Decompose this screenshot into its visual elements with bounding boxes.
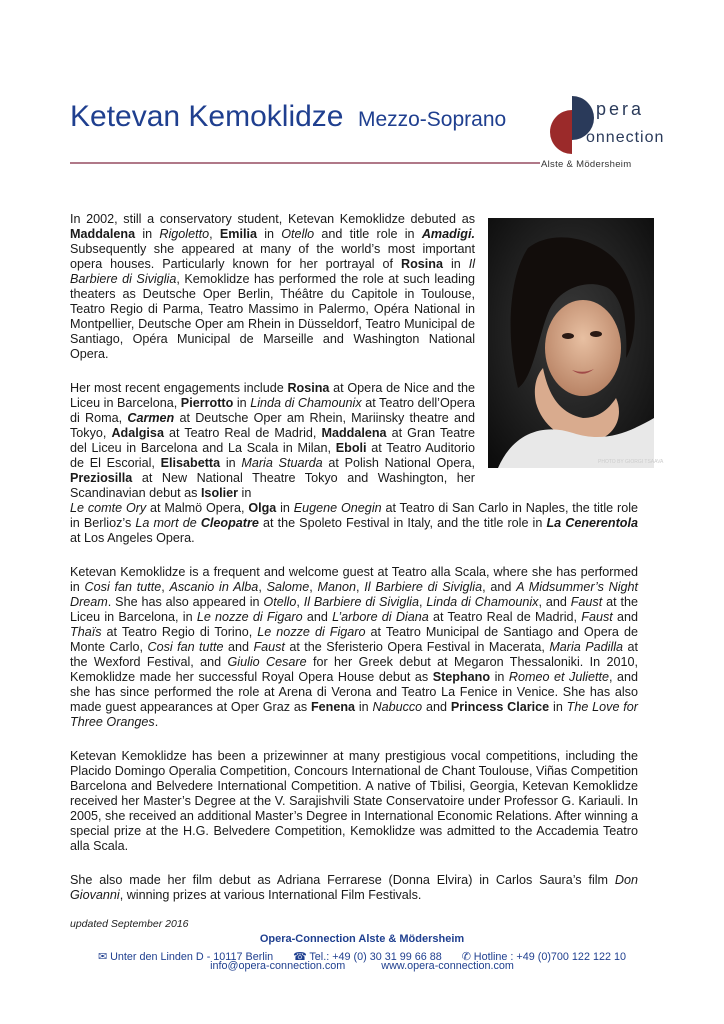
- voice-type: Mezzo-Soprano: [357, 108, 507, 131]
- footer-address: Unter den Linden D - 10117 Berlin: [110, 951, 274, 963]
- page-title: [70, 100, 506, 134]
- biography: [70, 212, 638, 922]
- bio-paragraph: Ketevan Kemoklidze is a frequent and welcome guest at Teatro alla Scala, where she has performed in Cosi fan tutte, Ascanio in Alba, Salome, Manon, Il Barbiere di Siviglia, and A Midsummer’s Night Dream. She has also appeared in Otello, Il Barbiere di Siviglia, Linda di Chamounix, and Faust at the Liceu in Barcelona, in Le nozze di Figaro and L’arbore di Diana at Teatro Real de Madrid, Faust and Thaïs at Teatro Regio di Torino, Le nozze di Figaro at Teatro Municipal de Santiago and Opera de Monte Carlo, Cosi fan tutte and Faust at the Sferisterio Opera Festival in Macerata, Maria Padilla at the Wexford Festival, and Giulio Cesare for her Greek debut at Megaron Thessaloniki. In 2010, Kemoklidze made her successful Royal Opera House debut as Stephano in Romeo et Juliette, and she has since performed the role at Arena di Verona and Teatro La Fenice in Venice. She has also made guest appearances at Oper Graz as Fenena in Nabucco and Princess Clarice in The Love for Three Oranges.: [70, 565, 639, 729]
- footer-organization: Opera-Connection Alste & Mödersheim: [259, 933, 465, 945]
- footer-links: [0, 960, 724, 972]
- bio-paragraph: Her most recent engagements include Rosina at Opera de Nice and the Liceu in Barcelona, Pierrotto in Linda di Chamounix at Teatro dell’Opera di Roma, Carmen at Deutsche Oper am Rhein, Mariinsky theatre and Tokyo, Adalgisa at Teatro Real de Madrid, Maddalena at Gran Teatre del Liceu in Barcelona and La Scala in Milan, Eboli at Teatro Auditorio de El Escorial, Elisabetta in Maria Stuarda at Polish National Opera, Preziosilla at New National Theatre Tokyo and Washington, her Scandinavian debut as Isolier in Le comte Ory at Malmö Opera, Olga in Eugene Onegin at Teatro di San Carlo in Naples, the title role in Berlioz’s La mort de Cleopatre at the Spoleto Festival in Italy, and the title role in La Cenerentola at Los Angeles Opera.: [70, 381, 639, 545]
- footer-website[interactable]: www.opera-connection.com: [381, 960, 514, 972]
- mail-icon: ✉: [98, 951, 108, 963]
- opera-connection-logo: [541, 92, 668, 172]
- logo-word-top: pera: [596, 99, 645, 119]
- phone-icon: ☎: [293, 951, 307, 963]
- hotline-icon: ✆: [461, 951, 471, 963]
- header-rule: [70, 162, 540, 164]
- photo-credit: PHOTO BY GIORGI TSAAVA: [598, 459, 664, 465]
- artist-name: Ketevan Kemoklidze: [70, 100, 344, 133]
- logo-word-bottom: onnection: [586, 129, 665, 146]
- updated-date: updated September 2016: [70, 918, 189, 930]
- bio-paragraph: In 2002, still a conservatory student, Ketevan Kemoklidze debuted as Maddalena in Rigoletto, Emilia in Otello and title role in Amadigi. Subsequently she appeared at many of the world’s most important opera houses. Particularly known for her portrayal of Rosina in Il Barbiere di Siviglia, Kemoklidze has performed the role at such leading theaters as Deutsche Oper Berlin, Théâtre du Capitole in Toulouse, Teatro Regio di Parma, Teatro Massimo in Palermo, Opéra National in Montpellier, Deutsche Oper am Rhein in Düsseldorf, Teatro Municipal de Santiago, Opéra Municipal de Marseille and Washington National Opera.: [70, 212, 475, 361]
- bio-paragraph: Ketevan Kemoklidze has been a prizewinner at many prestigious vocal competitions, including the Placido Domingo Operalia Competition, Concours International de Chant Toulouse, Viñas Competition Barcelona and Belvedere International Competition. A native of Tbilisi, Georgia, Ketevan Kemoklidze received her Master’s Degree at the V. Sarajishvili State Conservatoire under Professor G. Kariauli. In 2005, she received an additional Master’s Degree in International Economic Relations. After winning a special prize at the H.G. Belvedere Competition, Kemoklidze was admitted to the Accademia Teatro alla Scala.: [70, 749, 638, 853]
- bio-paragraph: She also made her film debut as Adriana Ferrarese (Donna Elvira) in Carlos Saura’s film Don Giovanni, winning prizes at various International Film Festivals.: [70, 873, 638, 902]
- footer-tel: Tel.: +49 (0) 30 31 99 66 88: [309, 951, 442, 963]
- logo-tagline: Alste & Mödersheim: [541, 159, 632, 170]
- footer-email[interactable]: info@opera-connection.com: [210, 960, 346, 972]
- footer-hotline: Hotline : +49 (0)700 122 122 10: [473, 951, 626, 963]
